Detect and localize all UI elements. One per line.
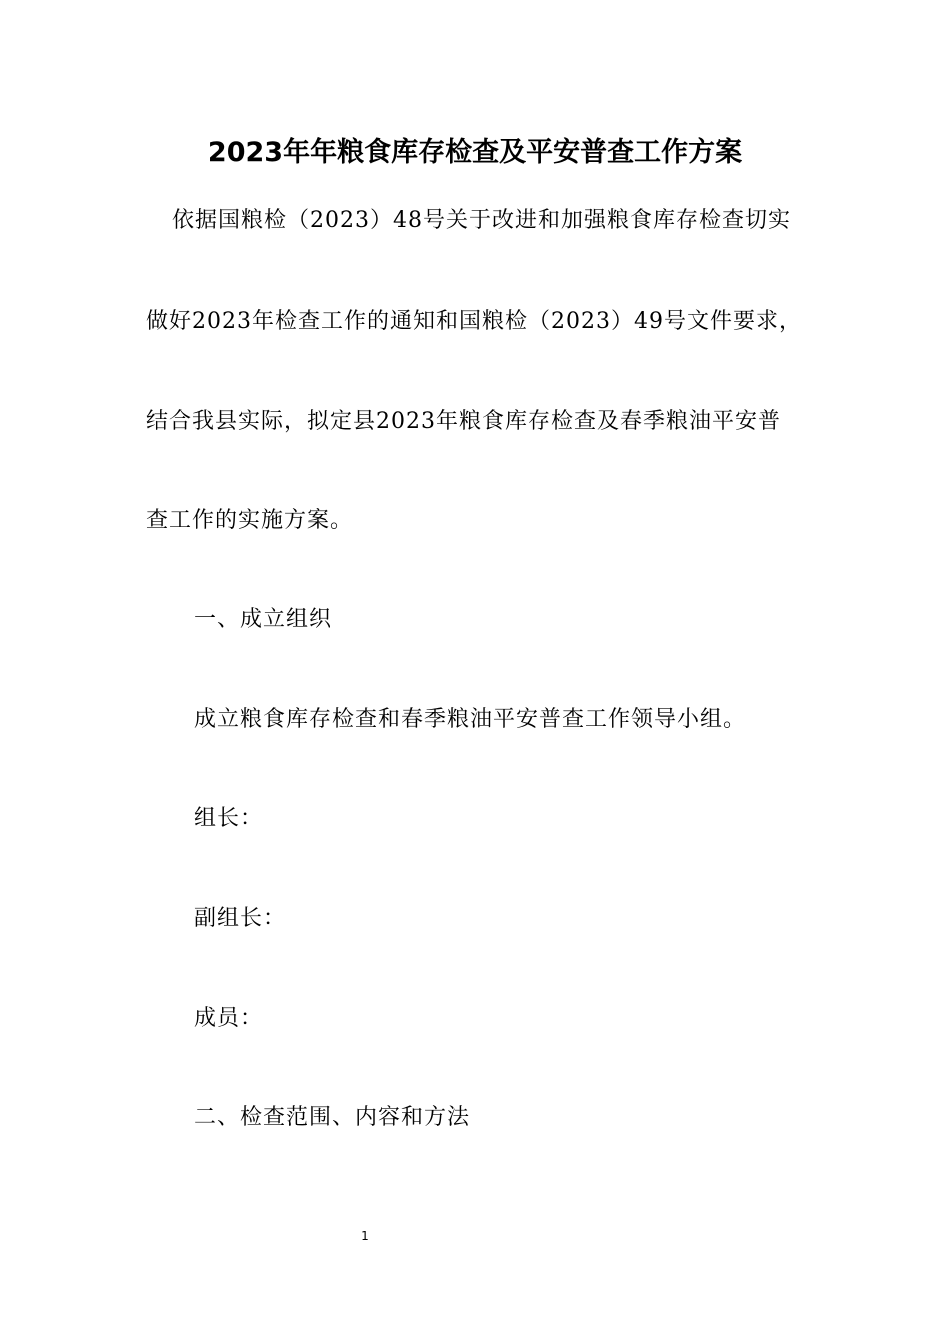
- deputy-leader-label: 副组长：: [194, 906, 287, 931]
- document-title: 2023年年粮食库存检查及平安普查工作方案: [207, 137, 743, 168]
- section-heading: 二、检查范围、内容和方法: [194, 1105, 471, 1130]
- paragraph-line: 依据国粮检（2023）48号关于改进和加强粮食库存检查切实: [172, 208, 791, 233]
- paragraph-line: 成立粮食库存检查和春季粮油平安普查工作领导小组。: [194, 707, 747, 732]
- leader-label: 组长：: [194, 806, 264, 831]
- paragraph-line: 结合我县实际，拟定县2023年粮食库存检查及春季粮油平安普: [146, 409, 781, 434]
- members-label: 成员：: [194, 1006, 264, 1031]
- page-number: 1: [361, 1229, 369, 1243]
- section-heading: 一、成立组织: [194, 607, 333, 632]
- paragraph-line: 做好2023年检查工作的通知和国粮检（2023）49号文件要求，: [146, 309, 802, 334]
- paragraph-line: 查工作的实施方案。: [146, 508, 354, 533]
